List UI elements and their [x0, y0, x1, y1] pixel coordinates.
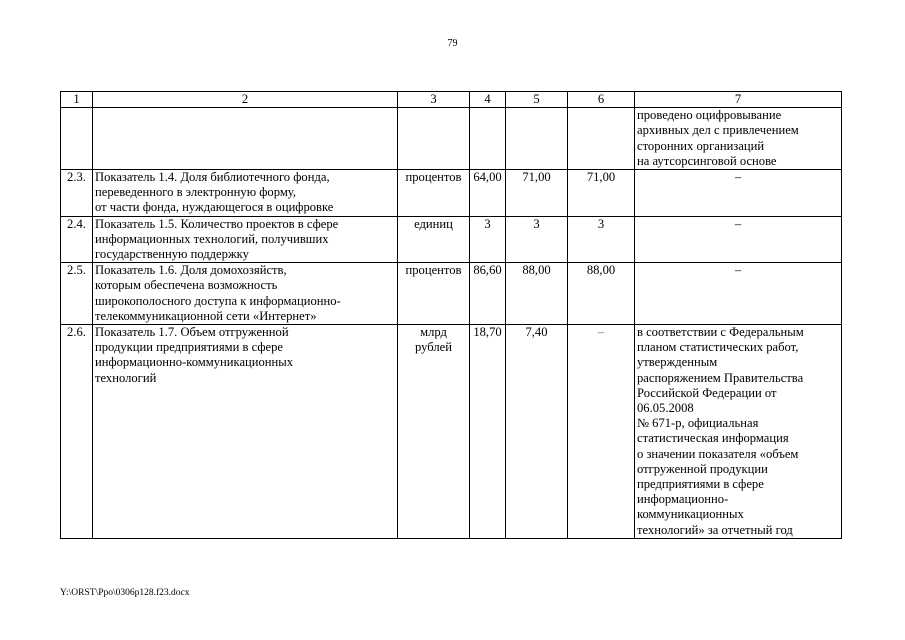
indicator-name-cell-line: технологий: [95, 370, 157, 385]
note-cell-line: информационно-: [637, 492, 729, 507]
value-cell-6: 3: [568, 216, 635, 263]
row-number-cell: 2.5.: [61, 263, 93, 325]
note-cell-line: коммуникационных: [637, 507, 744, 522]
value-cell-4: 18,70: [470, 325, 506, 539]
note-cell-line: технологий» за отчетный год: [637, 522, 793, 537]
table-row: [61, 216, 842, 263]
note-cell-line: о значении показателя «объем: [637, 446, 799, 461]
note-cell-line: Российской Федерации от: [637, 385, 777, 400]
note-cell-line: на аутсорсинговой основе: [637, 153, 777, 168]
indicator-name-cell-line: Показатель 1.5. Количество проектов в сфере: [95, 216, 339, 231]
indicator-name-cell-line: информационно-коммуникационных: [95, 355, 294, 370]
value-cell-4: 64,00: [470, 170, 506, 217]
note-cell-line: 06.05.2008: [637, 401, 694, 416]
unit-cell-line: рублей: [415, 340, 452, 355]
indicator-name-cell-line: Показатель 1.4. Доля библиотечного фонда,: [95, 170, 330, 185]
page-number: 79: [447, 38, 458, 49]
value-cell-5: 88,00: [506, 263, 568, 325]
indicator-table: [60, 91, 842, 539]
indicator-name-cell-line: продукции предприятиями в сфере: [95, 340, 283, 355]
unit-cell-line: млрд: [420, 325, 447, 340]
table-header-row: [61, 92, 842, 108]
value-cell-6: [568, 108, 635, 170]
note-cell: [635, 325, 842, 539]
value-cell-5: 7,40: [506, 325, 568, 539]
header-cell: 5: [506, 92, 568, 108]
value-cell-6: 88,00: [568, 263, 635, 325]
note-cell-line: проведено оцифровывание: [637, 108, 782, 123]
value-cell-4: 86,60: [470, 263, 506, 325]
table-row: [61, 325, 842, 539]
row-number-cell: [61, 108, 93, 170]
row-number-cell: 2.4.: [61, 216, 93, 263]
indicator-name-cell: [93, 108, 398, 170]
note-cell-line: в соответствии с Федеральным: [637, 325, 804, 340]
value-cell-6: 71,00: [568, 170, 635, 217]
note-cell-line: планом статистических работ,: [637, 340, 799, 355]
value-cell-5: [506, 108, 568, 170]
indicator-name-cell-line: широкополосного доступа к информационно-: [95, 293, 341, 308]
header-cell: 7: [635, 92, 842, 108]
note-cell-line: статистическая информация: [637, 431, 789, 446]
indicator-name-cell-line: от части фонда, нуждающегося в оцифровке: [95, 200, 334, 215]
header-cell: 6: [568, 92, 635, 108]
unit-cell: [398, 108, 470, 170]
file-path-footer: Y:\ORST\Ppo\0306p128.f23.docx: [60, 588, 190, 598]
table-row: [61, 108, 842, 170]
note-cell-line: –: [734, 216, 742, 231]
note-cell-line: предприятиями в сфере: [637, 477, 764, 492]
indicator-name-cell: [93, 216, 398, 263]
note-cell-line: отгруженной продукции: [637, 461, 768, 476]
unit-cell: [398, 170, 470, 217]
note-cell: [635, 108, 842, 170]
indicator-name-cell: [93, 170, 398, 217]
value-cell-4: [470, 108, 506, 170]
indicator-name-cell-line: Показатель 1.7. Объем отгруженной: [95, 325, 289, 340]
note-cell-line: –: [734, 263, 742, 278]
value-cell-5: 71,00: [506, 170, 568, 217]
note-cell-line: утвержденным: [637, 355, 718, 370]
indicator-name-cell-line: телекоммуникационной сети «Интернет»: [95, 308, 317, 323]
header-cell: 4: [470, 92, 506, 108]
header-cell: 3: [398, 92, 470, 108]
table-row: [61, 263, 842, 325]
value-cell-5: 3: [506, 216, 568, 263]
note-cell: [635, 263, 842, 325]
note-cell-line: –: [734, 170, 742, 185]
note-cell-line: архивных дел с привлечением: [637, 123, 799, 138]
indicator-name-cell: [93, 263, 398, 325]
unit-cell-line: единиц: [414, 216, 453, 231]
unit-cell: [398, 216, 470, 263]
indicator-name-cell-line: Показатель 1.6. Доля домохозяйств,: [95, 263, 287, 278]
unit-cell-line: процентов: [405, 263, 462, 278]
unit-cell-line: процентов: [405, 170, 462, 185]
indicator-name-cell-line: государственную поддержку: [95, 247, 249, 262]
note-cell-line: сторонних организаций: [637, 138, 765, 153]
note-cell-line: распоряжением Правительства: [637, 370, 804, 385]
note-cell: [635, 216, 842, 263]
indicator-name-cell: [93, 325, 398, 539]
note-cell: [635, 170, 842, 217]
unit-cell: [398, 263, 470, 325]
indicator-name-cell-line: которым обеспечена возможность: [95, 278, 278, 293]
header-cell: 1: [61, 92, 93, 108]
row-number-cell: 2.3.: [61, 170, 93, 217]
header-cell: 2: [93, 92, 398, 108]
value-cell-6: –: [568, 325, 635, 539]
unit-cell: [398, 325, 470, 539]
value-cell-4: 3: [470, 216, 506, 263]
table-body: [61, 92, 842, 539]
indicator-name-cell-line: переведенного в электронную форму,: [95, 185, 296, 200]
indicator-name-cell-line: информационных технологий, получивших: [95, 231, 329, 246]
note-cell-line: № 671-р, официальная: [637, 416, 759, 431]
row-number-cell: 2.6.: [61, 325, 93, 539]
table-row: [61, 170, 842, 217]
